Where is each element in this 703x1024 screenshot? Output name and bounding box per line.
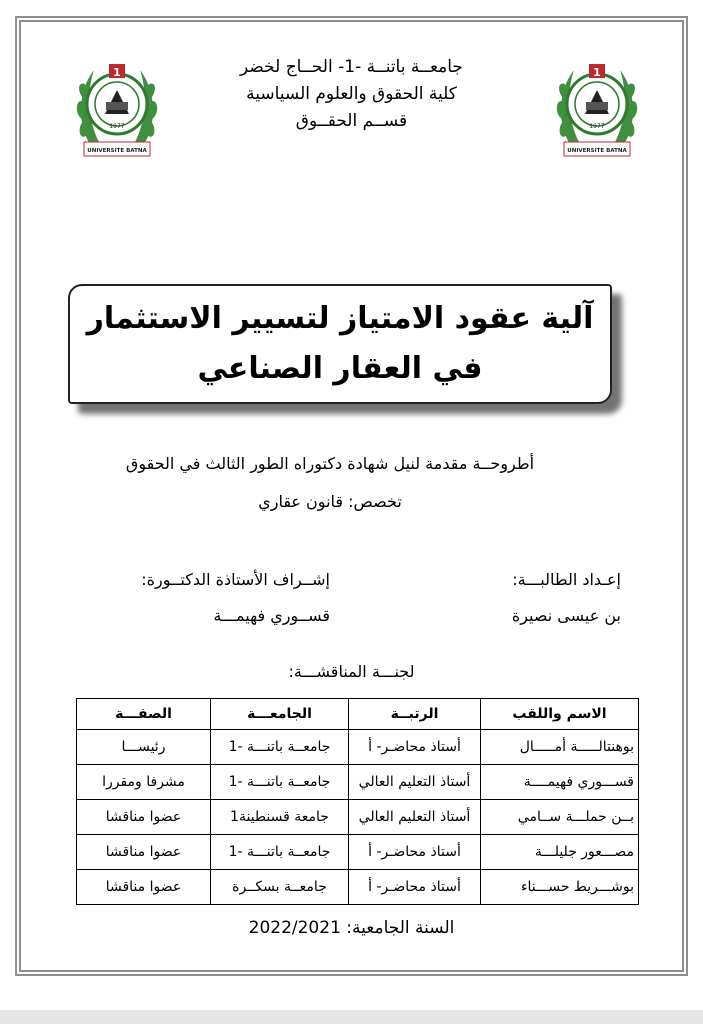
member-name: بوهنتالـــــة أمـــــال [481,730,639,765]
column-header: الرتبــة [349,699,481,730]
member-university: جامعــة بسكــرة [211,870,349,905]
table-row [77,730,639,765]
member-rank: أستاذ محاضـر- أ [349,730,481,765]
institution-header [160,54,543,135]
university-name: جامعــة باتنــة -1- الحــاج لخضر [240,57,463,77]
member-name: بــن حملـــة ســامي [481,800,639,835]
member-role: عضوا مناقشا [77,835,211,870]
supervisor-block [100,562,330,634]
member-name: قســـوري فهيمــــة [481,765,639,800]
thesis-subtitle: أطروحــة مقدمة لنيل شهادة دكتوراه الطور الثالث في الحقوق [125,454,535,473]
column-header: الصفـــة [77,699,211,730]
member-role: عضوا مناقشا [77,800,211,835]
member-role: مشرفا ومقررا [77,765,211,800]
academic-year: السنة الجامعية: 2022/2021 [248,918,455,938]
supervisor-name: قســوري فهيمـــة [213,606,330,625]
table-row [77,835,639,870]
logo-caption: UNIVERSITE BATNA [87,148,147,154]
logo-number: 1 [593,66,601,79]
committee-label: لجنـــة المناقشـــة: [288,662,415,681]
supervisor-label: إشــراف الأستاذة الدكتــورة: [141,570,330,589]
member-rank: أستاذ التعليم العالي [349,765,481,800]
column-header: الجامعـــة [211,699,349,730]
member-name: مصـــعور جليلـــة [481,835,639,870]
logo-caption: UNIVERSITE BATNA [567,148,627,154]
logo-year: 1977 [589,123,605,130]
table-row [77,765,639,800]
student-block [512,562,621,634]
specialization: تخصص: قانون عقاري [258,492,402,511]
member-rank: أستاذ محاضـر- أ [349,870,481,905]
logo-year: 1977 [109,123,125,130]
table-row [77,800,639,835]
student-name: بن عيسى نصيرة [511,606,621,625]
member-name: بوشـــريط حســـناء [481,870,639,905]
column-header: الاسم واللقب [481,699,639,730]
thesis-title-line1: آلية عقود الامتياز لتسيير الاستثمار [86,301,594,336]
university-logo-left [72,52,162,162]
member-role: رئيســـا [77,730,211,765]
member-university: جامعــة باتنـــة -1 [211,765,349,800]
table-row [77,870,639,905]
committee-table [76,698,639,905]
student-label: إعـداد الطالبـــة: [512,570,621,589]
university-logo-right [552,52,642,162]
department-name: قســم الحقــوق [295,111,408,131]
thesis-title-line2: في العقار الصناعي [197,351,483,386]
member-rank: أستاذ التعليم العالي [349,800,481,835]
logo-number: 1 [113,66,121,79]
member-role: عضوا مناقشا [77,870,211,905]
faculty-name: كلية الحقوق والعلوم السياسية [246,84,457,104]
member-university: جامعــة باتنـــة -1 [211,730,349,765]
table-header-row [77,699,639,730]
thesis-title-box [68,284,612,404]
member-university: جامعــة باتنـــة -1 [211,835,349,870]
member-rank: أستاذ محاضـر- أ [349,835,481,870]
member-university: جامعة قسنطينة1 [211,800,349,835]
